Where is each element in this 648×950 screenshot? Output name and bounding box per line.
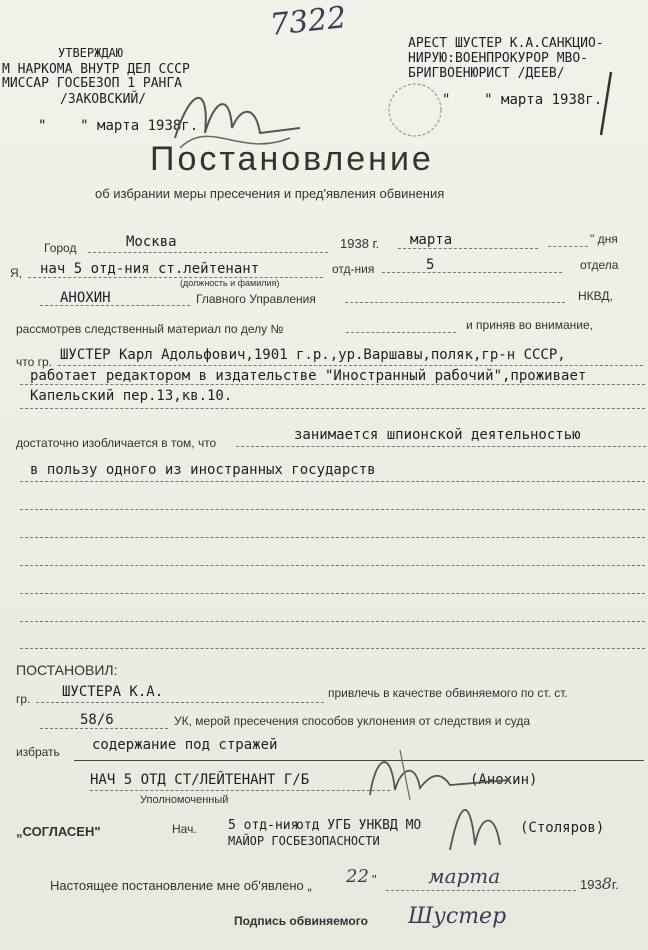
chief-signature-icon <box>440 790 520 860</box>
chief-line1: отд УГБ УНКВД МО <box>296 818 422 833</box>
stamp-icon <box>385 80 445 140</box>
year-label: 1938 г. <box>340 236 380 251</box>
notice-year-value: 8 <box>601 874 612 893</box>
day-label: " дня <box>590 232 618 246</box>
agreed-label: „СОГЛАСЕН" <box>16 824 101 839</box>
sanction-mark-icon <box>596 70 616 140</box>
notice-month: марта <box>428 864 501 888</box>
charge-line2: в пользу одного из иностранных государств <box>30 462 376 478</box>
position-value: нач 5 отд-ния ст.лейтенант <box>40 261 260 277</box>
person-line3: Капельский пер.13,кв.10. <box>30 388 233 404</box>
accept-label: и приняв во внимание, <box>466 318 593 332</box>
page-subtitle: об избрании меры пресечения и пред'явления обвинения <box>95 186 445 201</box>
person-line2: работает редактором в издательстве "Иностранный рабочий",проживает <box>30 368 587 384</box>
approval-heading: УТВЕРЖДАЮ <box>58 46 124 60</box>
accused-signature: Шустер <box>408 904 507 929</box>
decree-heading: ПОСТАНОВИЛ: <box>16 662 118 678</box>
chief-value: 5 отд-ния <box>228 818 299 833</box>
approval-line2: МИССАР ГОСБЕЗОП 1 РАНГА <box>2 76 183 91</box>
sanction-date-prefix: " <box>442 92 451 108</box>
page-title: Постановление <box>150 140 434 178</box>
decree-person-value: ШУСТЕРА К.А. <box>62 684 164 700</box>
charge-line1: занимается шпионской деятельностью <box>294 427 581 443</box>
decree-charge-label: привлечь в качестве обвиняемого по ст. ст. <box>328 686 568 700</box>
chto-label: что гр. <box>16 355 53 369</box>
otdela-label: отдела <box>580 258 619 272</box>
sanction-line2: НИРУЮ:ВОЕНПРОКУРОР МВО- <box>408 51 589 66</box>
officer-name: (Анохин) <box>470 772 538 788</box>
notice-quote-close: " <box>372 872 377 887</box>
measure-label: УК, мерой пресечения способов уклонения от следствия и суда <box>174 714 531 728</box>
sanction-line1: АРЕСТ ШУСТЕР К.А.САНКЦИО- <box>408 36 604 51</box>
gu-label: Главного Управления <box>196 292 316 306</box>
notice-year <box>580 874 619 893</box>
chief-label: Нач. <box>172 822 197 836</box>
sanction-date-suffix: " марта 1938г. <box>484 92 603 108</box>
city-value: Москва <box>126 234 177 250</box>
article-value: 58/6 <box>80 712 114 728</box>
approval-line1: М НАРКОМА ВНУТР ДЕЛ СССР <box>2 62 190 77</box>
measure-value: содержание под стражей <box>92 737 278 753</box>
officer-line: НАЧ 5 ОТД СТ/ЛЕЙТЕНАНТ Г/Б <box>90 772 310 788</box>
accused-label: достаточно изобличается в том, что <box>16 436 217 450</box>
officer-caption: Уполномоченный <box>140 794 229 806</box>
name-value: АНОХИН <box>60 290 111 306</box>
notice-text: Настоящее постановление мне об'явлено „ <box>50 878 312 893</box>
sanction-line3: БРИГВОЕНЮРИСТ /ДЕЕВ/ <box>408 66 565 81</box>
sanction-date <box>442 92 602 108</box>
approval-date-suffix: " марта 1938г. <box>80 118 199 134</box>
notice-year-suffix: г. <box>611 877 619 892</box>
month-value: марта <box>410 232 453 248</box>
notice-year-prefix: 193 <box>580 877 602 892</box>
ya-label: Я, <box>10 266 22 280</box>
case-label: рассмотрев следственный материал по делу № <box>16 322 284 336</box>
notice-day: 22 <box>346 866 369 887</box>
otdnia-label: отд-ния <box>332 262 375 276</box>
gr-label: гр. <box>16 692 31 706</box>
choose-label: избрать <box>16 745 60 759</box>
archive-number: 7322 <box>268 0 348 43</box>
approval-name: /ЗАКОВСКИЙ/ <box>60 92 147 107</box>
city-label: Город <box>44 241 77 255</box>
person-line1: ШУСТЕР Карл Адольфович,1901 г.р.,ур.Варшавы,поляк,гр-н СССР, <box>60 347 566 363</box>
chief-name: (Столяров) <box>520 820 605 836</box>
nkvd-label: НКВД, <box>578 289 613 303</box>
approval-date-prefix: " <box>38 118 47 134</box>
signature-label: Подпись обвиняемого <box>234 914 368 928</box>
position-note: (должность и фамилия) <box>180 278 280 288</box>
otdnia-value: 5 <box>426 257 435 273</box>
chief-line2: МАЙОР ГОСБЕЗОПАСНОСТИ <box>228 834 380 848</box>
